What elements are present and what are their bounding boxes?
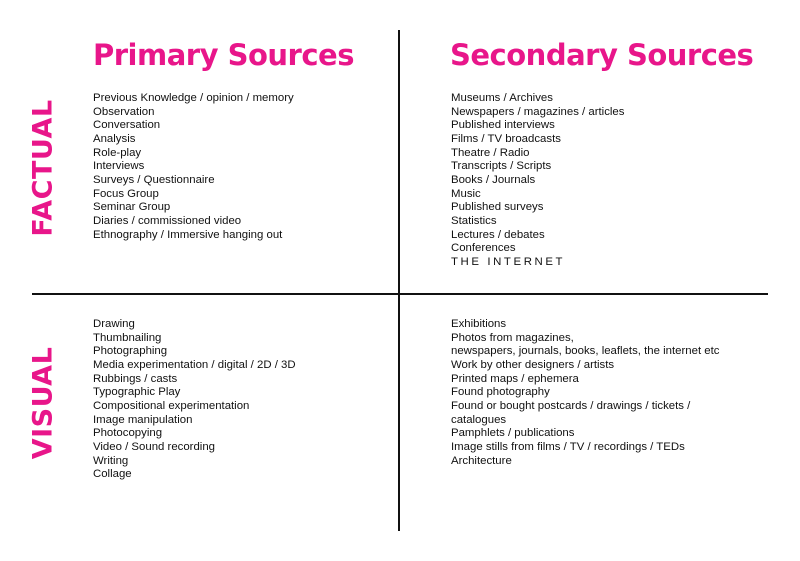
list-item: Statistics	[451, 214, 497, 227]
list-item: Image stills from films / TV / recordings / TEDs	[451, 440, 685, 453]
list-item: Focus Group	[93, 187, 159, 200]
list-item: Transcripts / Scripts	[451, 160, 552, 173]
list-item: Books / Journals	[451, 173, 536, 186]
list-item: Published surveys	[451, 201, 544, 214]
factual-row-label: FACTUAL	[27, 99, 59, 237]
list-item: Work by other designers / artists	[451, 358, 615, 371]
list-item: Photos from magazines,	[451, 331, 574, 344]
list-item: Photocopying	[93, 427, 163, 440]
list-item: Museums / Archives	[451, 92, 553, 104]
secondary-sources-heading: Secondary Sources	[450, 38, 754, 72]
primary-visual-list	[93, 318, 296, 482]
list-item: Exhibitions	[451, 318, 507, 330]
list-item: Seminar Group	[93, 201, 171, 214]
primary-factual-list	[93, 92, 294, 242]
horizontal-divider	[32, 293, 768, 295]
list-item: Pamphlets / publications	[451, 427, 575, 440]
vertical-divider	[398, 30, 400, 531]
list-item: Diaries / commissioned video	[93, 214, 242, 227]
list-item: Conversation	[93, 119, 161, 132]
list-item: Found photography	[451, 386, 550, 399]
list-item: Video / Sound recording	[93, 440, 216, 453]
list-item: Lectures / debates	[451, 228, 545, 241]
list-item: Ethnography / Immersive hanging out	[93, 228, 283, 241]
list-item: Theatre / Radio	[451, 146, 530, 159]
list-item: Printed maps / ephemera	[451, 372, 579, 385]
list-item: Drawing	[93, 318, 135, 330]
list-item: Image manipulation	[93, 413, 193, 426]
list-item: Films / TV broadcasts	[451, 132, 561, 145]
primary-sources-heading: Primary Sources	[93, 38, 354, 72]
list-item: Photographing	[93, 345, 168, 358]
list-item: Architecture	[451, 454, 512, 467]
list-item: Collage	[93, 468, 132, 481]
list-item: Music	[451, 187, 481, 200]
list-item: Thumbnailing	[93, 331, 162, 344]
list-item: Rubbings / casts	[93, 372, 178, 385]
secondary-visual-list	[451, 318, 719, 468]
list-item: Role-play	[93, 146, 142, 159]
list-item: Found or bought postcards / drawings / tickets /	[451, 399, 691, 412]
list-item: Conferences	[451, 242, 516, 255]
list-item: Interviews	[93, 160, 145, 173]
list-item: Newspapers / magazines / articles	[451, 105, 625, 118]
list-item: newspapers, journals, books, leaflets, the internet etc	[451, 345, 720, 358]
list-item: THE INTERNET	[451, 255, 566, 268]
visual-row-label: VISUAL	[27, 346, 59, 460]
list-item: Typographic Play	[93, 386, 181, 399]
list-item: Media experimentation / digital / 2D / 3D	[93, 358, 296, 371]
list-item: Writing	[93, 454, 129, 467]
secondary-factual-list	[451, 92, 624, 270]
list-item: Analysis	[93, 132, 136, 145]
list-item: catalogues	[451, 413, 507, 426]
list-item: Previous Knowledge / opinion / memory	[93, 92, 294, 104]
list-item: Surveys / Questionnaire	[93, 173, 215, 186]
list-item: Published interviews	[451, 119, 555, 132]
list-item: Compositional experimentation	[93, 399, 250, 412]
list-item: Observation	[93, 105, 155, 118]
